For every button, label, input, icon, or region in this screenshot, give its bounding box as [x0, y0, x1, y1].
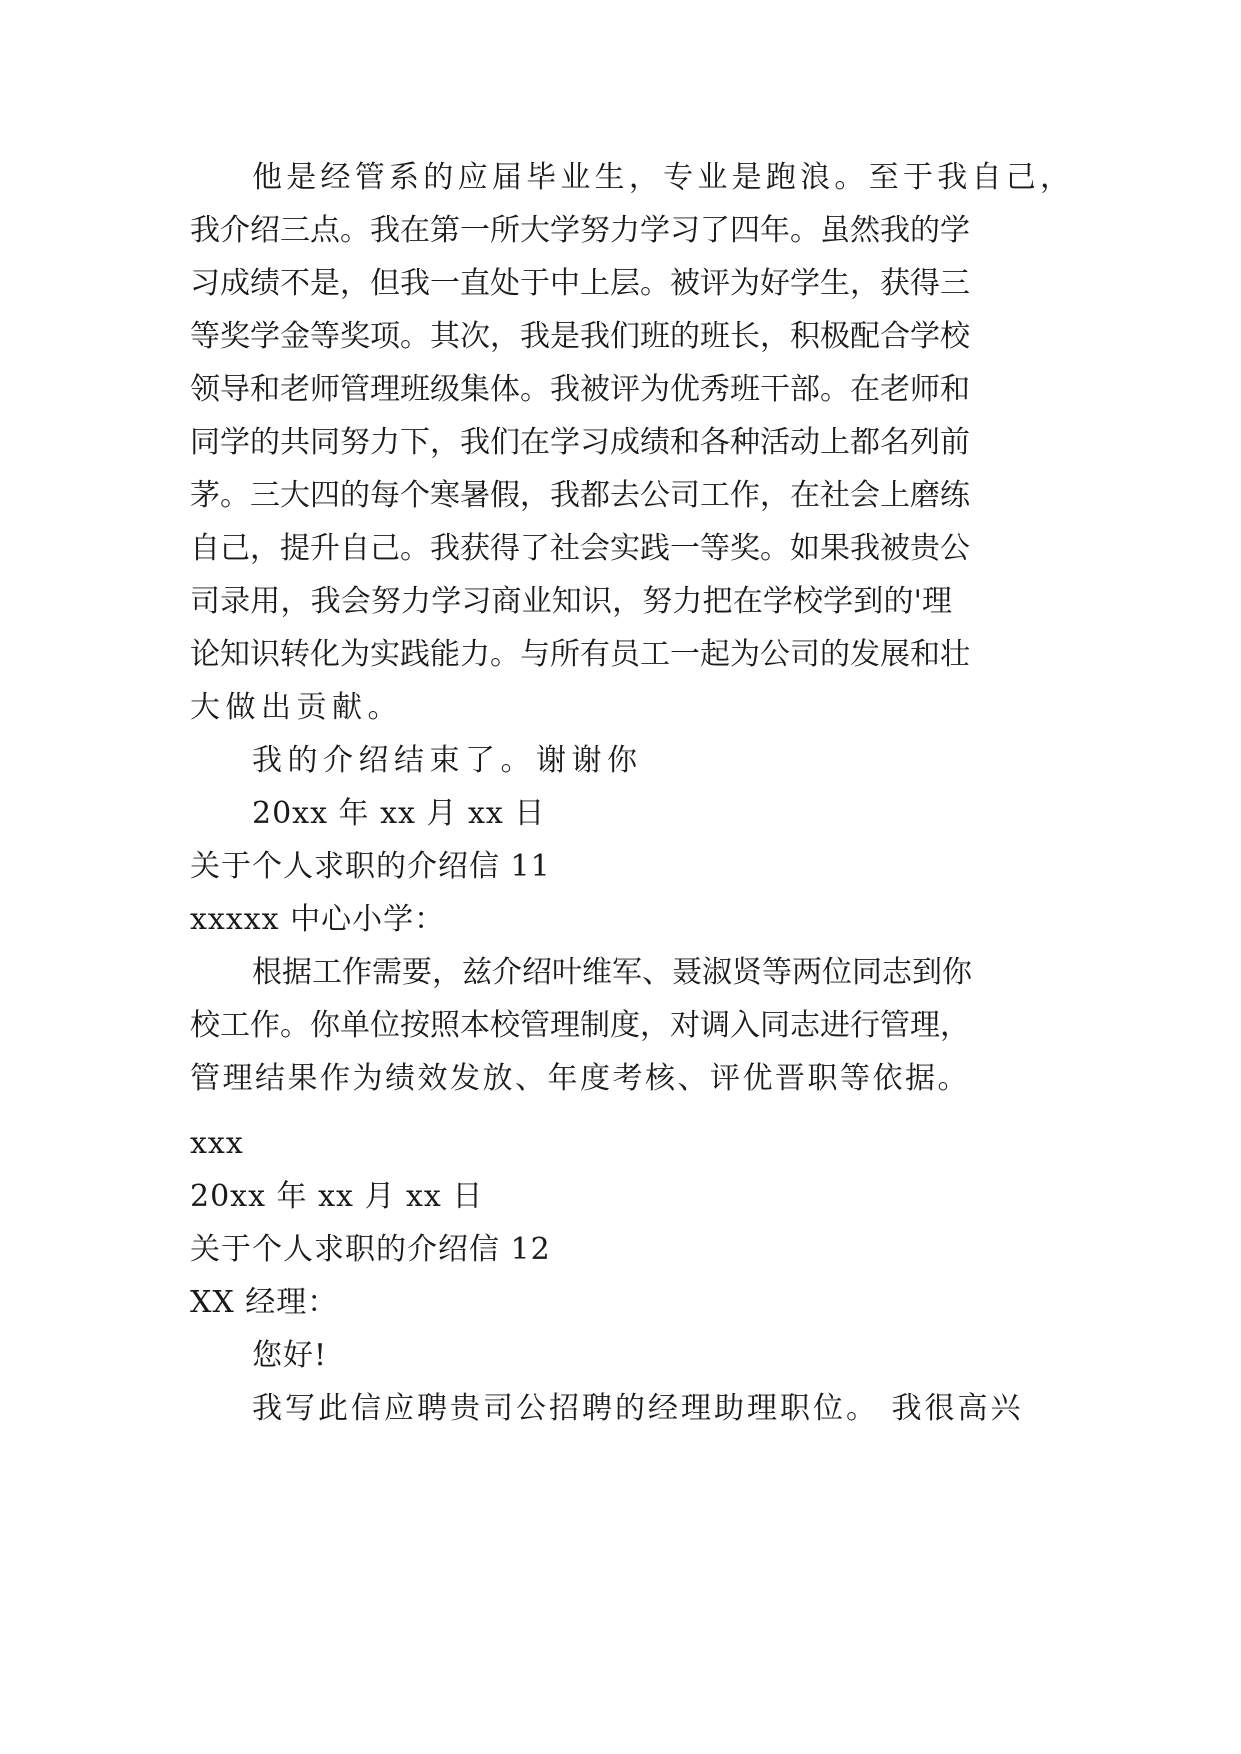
- paragraph-line: 论知识转化为实践能力。与所有员工一起为公司的发展和壮: [190, 637, 970, 672]
- paragraph-line: 司录用，我会努力学习商业知识，努力把在学校学到的'理: [190, 584, 952, 619]
- paragraph-line: 管理结果作为绩效发放、年度考核、评优晋职等依据。: [190, 1061, 970, 1096]
- paragraph-line: 大做出贡献。: [190, 690, 403, 725]
- greeting-line: 您好!: [252, 1338, 328, 1373]
- paragraph-line: 茅。三大四的每个寒暑假，我都去公司工作，在社会上磨练: [190, 478, 970, 513]
- signature-line: xxx: [190, 1126, 244, 1161]
- recipient-line: xxxxx 中心小学：: [190, 902, 446, 937]
- paragraph-line: 我写此信应聘贵司公招聘的经理助理职位。 我很高兴: [252, 1391, 1024, 1426]
- date-line: 20xx 年 xx 月 xx 日: [190, 1179, 484, 1214]
- paragraph-line: 自己，提升自己。我获得了社会实践一等奖。如果我被贵公: [190, 531, 970, 566]
- closing-line: 我的介绍结束了。谢谢你: [252, 743, 643, 778]
- recipient-line: XX 经理：: [190, 1285, 339, 1320]
- paragraph-line: 根据工作需要，兹介绍叶维军、聂淑贤等两位同志到你: [252, 955, 972, 990]
- paragraph-line: 等奖学金等奖项。其次，我是我们班的班长，积极配合学校: [190, 319, 970, 354]
- paragraph-line: 我介绍三点。我在第一所大学努力学习了四年。虽然我的学: [190, 213, 970, 248]
- date-line: 20xx 年 xx 月 xx 日: [252, 796, 546, 831]
- paragraph-line: 习成绩不是，但我一直处于中上层。被评为好学生，获得三: [190, 266, 970, 301]
- paragraph-line: 同学的共同努力下，我们在学习成绩和各种活动上都名列前: [190, 425, 970, 460]
- letter-heading: 关于个人求职的介绍信 12: [190, 1232, 551, 1267]
- paragraph-line: 他是经管系的应届毕业生，专业是跑浪。至于我自己，: [252, 160, 1070, 195]
- paragraph-line: 校工作。你单位按照本校管理制度，对调入同志进行管理，: [190, 1008, 970, 1043]
- paragraph-line: 领导和老师管理班级集体。我被评为优秀班干部。在老师和: [190, 372, 970, 407]
- letter-heading: 关于个人求职的介绍信 11: [190, 849, 551, 884]
